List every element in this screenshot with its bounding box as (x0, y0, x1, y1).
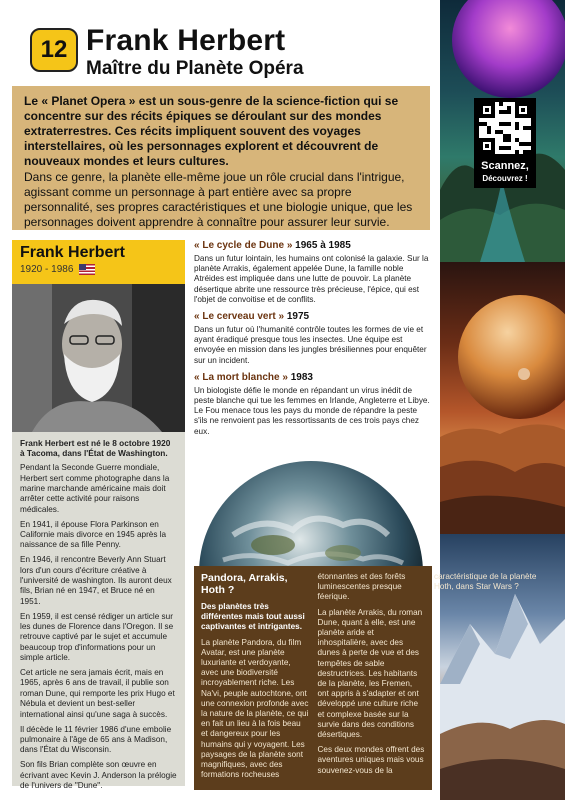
novel-title (194, 372, 432, 383)
planets-comparison-section (194, 566, 537, 790)
novel-name: « Le cycle de Dune » (194, 240, 293, 251)
biography-paragraph: En 1946, il rencontre Beverly Ann Stuart lors d'un cours d'écriture créative à l'université de washington. Ils auront deux fils, Brian né en 1947, et Bruce né en 1951. (20, 555, 172, 606)
novel-synopsis: Un biologiste défie le monde en répandant un virus inédit de peste blanche qui tue les femmes en Irlande, Angleterre et Libye. Le Fou menace tous les pays du monde de répandre la peste s'ils ne renvoient pas les ressortissants de ces trois pays chez eux. (194, 385, 430, 436)
author-name: Frank Herbert (20, 244, 125, 261)
qr-code-panel[interactable] (474, 98, 536, 188)
arrakis-paragraph: La planète Arrakis, du roman Dune, quant à elle, est une planète aride et inhospitalière, avec des dunes à perte de vue et des tempêtes de sable destructrices. Les habitants de la planète, les Fremen, ont appris à s'adapter et ont développé une culture riche et complexe basée sur la survie dans des conditions désertiques. (317, 607, 423, 740)
qr-code-icon[interactable] (479, 102, 531, 154)
author-header (12, 240, 185, 284)
novel-name: « Le cerveau vert » (194, 311, 285, 323)
novel-synopsis: Dans un futur où l'humanité contrôle toutes les formes de vie et ayant éradiqué presque tous les insectes. Une équipe est envoyée en mission dans les jungles brésiliennes pour enquêter sur un incident. (194, 325, 427, 365)
page-subtitle: Maître du Planète Opéra (86, 58, 304, 79)
novel-years: 1975 (286, 311, 310, 323)
hoth-paragraph: Ces deux mondes offrent des aventures uniques mais vous souvenez-vous de la caractéristique de la planète Hoth, dans Star Wars ? (317, 572, 537, 775)
novel-title (194, 240, 432, 251)
author-years: 1920 - 1986 (20, 264, 74, 275)
intro-section (12, 86, 430, 230)
author-portrait (12, 284, 185, 432)
us-flag-icon (79, 264, 95, 275)
intro-paragraph: Dans ce genre, la planète elle-même joue un rôle crucial dans l'intrigue, agissant comme un personnage à part entière avec sa propre personnalité, ses propres caractéristiques et une biologie unique, que les personnages doivent apprendre à connaître pour assurer leur survie. (24, 170, 413, 229)
novels-section (194, 240, 432, 443)
biography-paragraph: Pendant la Seconde Guerre mondiale, Herbert sert comme photographe dans la marine marchande américaine mais doit arrêter cette activité pour raisons médicales. (20, 463, 170, 514)
planets-comparison-title: Pandora, Arrakis, Hoth ? (201, 572, 288, 596)
novel-years: 1983 (290, 371, 313, 383)
novel-years: 1965 à 1985 (295, 240, 351, 251)
qr-discover-label: Découvrez ! (482, 174, 528, 183)
pandora-paragraph: La planète Pandora, du film Avatar, est une planète luxuriante et verdoyante, avec une biodiversité incroyablement riche. Les Na'vi, peuple autochtone, ont une connexion profonde avec la nature de la planète, ce qui en fait un lieu à la fois beau et dangereux pour les humains qui y voyagent. Les paysages de la planète sont magnifiques, avec des formations rocheuses étonnantes et des forêts luminescentes presque féerique. (201, 572, 406, 780)
page-title: Frank Herbert (86, 24, 286, 57)
biography-lead: Frank Herbert est né le 8 octobre 1920 à Tacoma, dans l'État de Washington. (20, 438, 171, 459)
biography-paragraph: En 1941, il épouse Flora Parkinson en Californie mais divorce en 1945 après la naissance de sa fille Penny. (20, 519, 167, 550)
biography-paragraph: Cet article ne sera jamais écrit, mais en 1965, après 6 ans de travail, il publie son roman Dune, qui remporte les prix Hugo et Nébula et devient un best-seller international ainsi qu'une saga à succès. (20, 668, 175, 719)
biography-paragraph: En 1959, il est censé rédiger un article sur les dunes de Florence dans l'Oregon. Il se retrouve captivé par le sujet et accumule beaucoup trop d'informations pour un simple article. (20, 611, 174, 663)
planets-comparison-subtitle: Des planètes très différentes mais tout aussi captivantes et intrigantes. (201, 602, 305, 632)
biography-paragraph: Il décède le 11 février 1986 d'une embolie pulmonaire à l'âge de 65 ans à Madison, dans l'État du Wisconsin. (20, 724, 172, 755)
author-lifespan (20, 264, 177, 275)
chapter-number-badge: 12 (30, 28, 78, 72)
novel-title (194, 311, 432, 322)
biography-section (12, 432, 185, 790)
novel-name: « La mort blanche » (194, 371, 288, 383)
novel-synopsis: Dans un futur lointain, les humains ont colonisé la galaxie. Sur la planète Arrakis, également appelée Dune, la famille noble Atréides est impliquée dans une lutte de pouvoir. La planète désertique abrite une ressource très précieuse, l'épice, qui est l'objet de convoitise et de conflits. (194, 254, 429, 304)
desert-planet-illustration (440, 262, 565, 534)
qr-scan-label: Scannez, (481, 160, 529, 172)
intro-bold-paragraph: Le « Planet Opera » est un sous-genre de la science-fiction qui se concentre sur des récits épiques se déroulant sur des mondes extraterrestres. Ces récits impliquent souvent des voyages interstellaires, où les personnages explorent et découvrent de nouveaux mondes et leurs cultures. (24, 94, 399, 168)
biography-paragraph: Son fils Brian complète son œuvre en écrivant avec Kevin J. Anderson la prélogie de l'univers de "Dune". (20, 760, 177, 790)
